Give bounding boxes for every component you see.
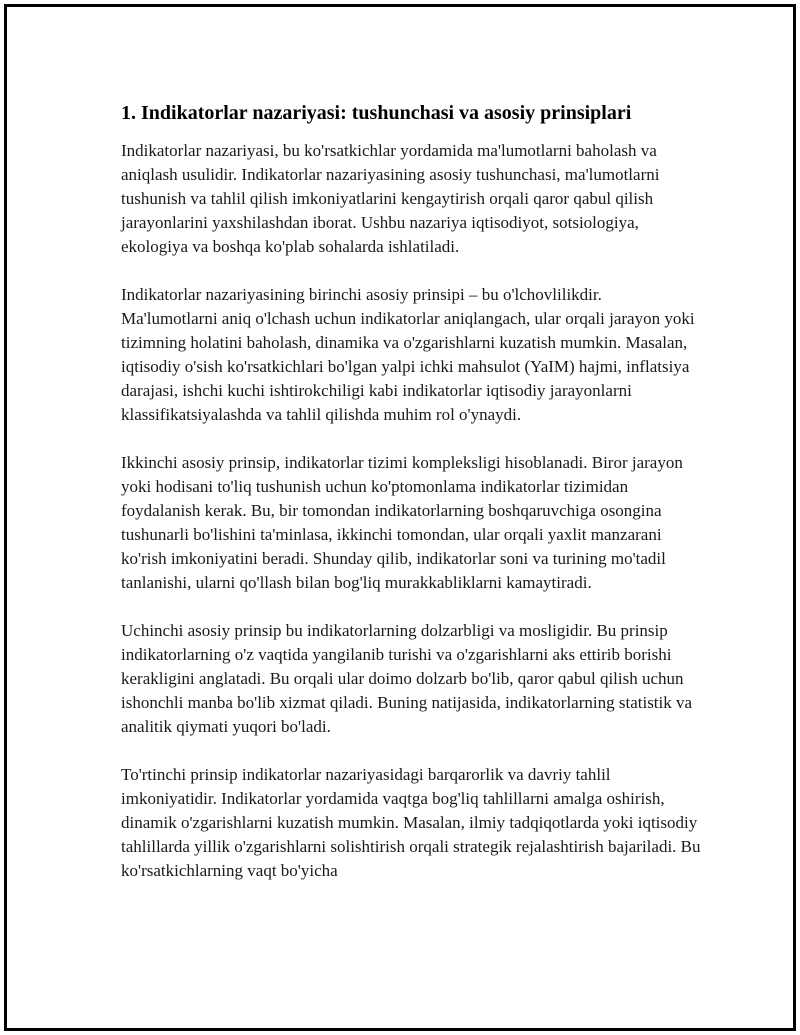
document-body: [121, 99, 701, 907]
paragraph-intro: Indikatorlar nazariyasi, bu ko'rsatkichlar yordamida ma'lumotlarni baholash va aniqlash usulidir. Indikatorlar nazariyasining asosiy tushunchasi, ma'lumotlarni tushunish va tahlil qilish imkoniyatlarini kengaytirish orqali qaror qabul qilish jarayonlarini yaxshilashdan iborat. Ushbu nazariya iqtisodiyot, sotsiologiya, ekologiya va boshqa ko'plab sohalarda ishlatiladi.: [121, 141, 660, 256]
paragraph-first-principle: Indikatorlar nazariyasining birinchi asosiy prinsipi – bu o'lchovlilikdir. Ma'lumotlarni aniq o'lchash uchun indikatorlar aniqlangach, ular orqali jarayon yoki tizimning holatini baholash, dinamika va o'zgarishlarni kuzatish mumkin. Masalan, iqtisodiy o'sish ko'rsatkichlari bo'lgan yalpi ichki mahsulot (YaIM) hajmi, inflatsiya darajasi, ishchi kuchi ishtirokchiligi kabi indikatorlar iqtisodiy jarayonlarni klassifikatsiyalashda va tahlil qilishda muhim rol o'ynaydi.: [121, 285, 695, 424]
paragraph-fourth-principle: To'rtinchi prinsip indikatorlar nazariyasidagi barqarorlik va davriy tahlil imkoniyatidir. Indikatorlar yordamida vaqtga bog'liq tahlillarni amalga oshirish, dinamik o'zgarishlarni kuzatish mumkin. Masalan, ilmiy tadqiqotlarda yoki iqtisodiy tahlillarda yillik o'zgarishlarni solishtirish orqali strategik rejalashtirish bajariladi. Bu ko'rsatkichlarning vaqt bo'yicha: [121, 765, 701, 880]
paragraph-second-principle: Ikkinchi asosiy prinsip, indikatorlar tizimi kompleksligi hisoblanadi. Biror jarayon yoki hodisani to'liq tushunish uchun ko'ptomonlama indikatorlar tizimidan foydalanish kerak. Bu, bir tomondan indikatorlarning boshqaruvchiga osongina tushunarli bo'lishini ta'minlasa, ikkinchi tomondan, ular orqali yaxlit manzarani ko'rish imkoniyatini beradi. Shunday qilib, indikatorlar soni va turining mo'tadil tanlanishi, ularni qo'llash bilan bog'liq murakkabliklarni kamaytiradi.: [121, 453, 683, 592]
paragraph-third-principle: Uchinchi asosiy prinsip bu indikatorlarning dolzarbligi va mosligidir. Bu prinsip indikatorlarning o'z vaqtida yangilanib turishi va o'zgarishlarni aks ettirib borishi kerakligini anglatadi. Bu orqali ular doimo dolzarb bo'lib, qaror qabul qilish uchun ishonchli manba bo'lib xizmat qiladi. Buning natijasida, indikatorlarning statistik va analitik qiymati yuqori bo'ladi.: [121, 621, 693, 736]
section-heading: 1. Indikatorlar nazariyasi: tushunchasi va asosiy prinsiplari: [121, 102, 632, 124]
page-frame: [4, 4, 796, 1031]
